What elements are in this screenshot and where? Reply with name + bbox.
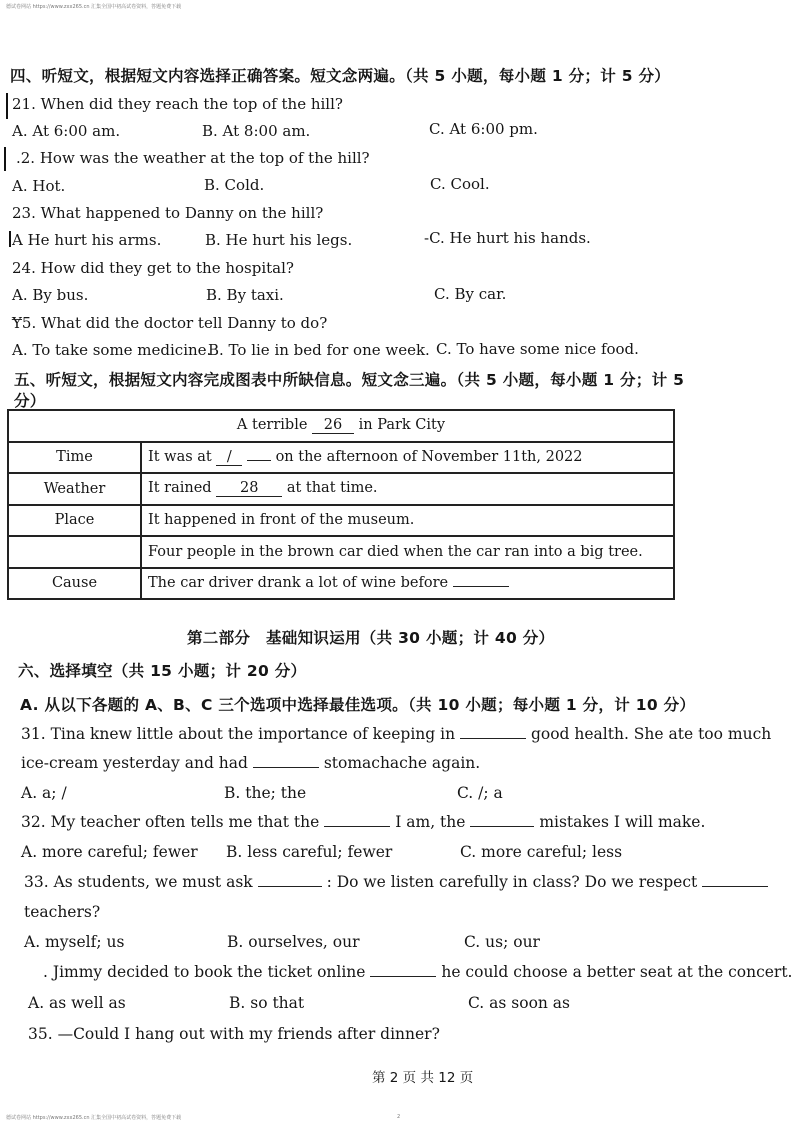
answer-blank-28	[216, 480, 282, 497]
stem-prefix: 33. As students, we must ask	[24, 873, 253, 891]
stem-middle: : Do we listen carefully in class? Do we respect	[326, 873, 698, 891]
option-b: B. To lie in bed for one week.	[208, 341, 430, 359]
question-stem: .2. How was the weather at the top of the hill?	[16, 149, 370, 167]
option-b: B. less careful; fewer	[226, 843, 393, 861]
blank-number: 28	[239, 480, 259, 497]
value-prefix: It rained	[148, 480, 212, 497]
question-stem: 21. When did they reach the top of the hill?	[12, 95, 343, 113]
section5-header: 五、听短文，根据短文内容完成图表中所缺信息。短文念三遍。（共 5 小题，每小题 1 分；计 5	[14, 371, 685, 389]
question-stem: 35. —Could I hang out with my friends after dinner?	[28, 1025, 440, 1043]
answer-blank	[460, 738, 526, 739]
option-c: C. /; a	[457, 784, 503, 802]
value-suffix: at that time.	[286, 480, 378, 497]
scan-mark	[4, 147, 6, 171]
answer-blank	[370, 976, 436, 977]
row-label	[8, 536, 141, 568]
stem-suffix: stomachache again.	[323, 754, 481, 772]
sub-a-header: A. 从以下各题的 A、B、C 三个选项中选择最佳选项。（共 10 小题；每小题 1 分，计 10 分）	[20, 696, 696, 714]
question-stem	[24, 873, 768, 891]
answer-blank	[470, 826, 534, 827]
question-stem	[21, 725, 771, 743]
question-stem-continued: teachers?	[24, 903, 101, 921]
option-c: C. By car.	[434, 285, 507, 303]
scan-mark	[6, 93, 8, 119]
row-label: Weather	[8, 473, 141, 505]
row-value	[141, 568, 674, 600]
stem-prefix: . Jimmy decided to book the ticket online	[43, 963, 366, 981]
scan-mark	[9, 231, 11, 247]
bottom-watermark: 德试卷网站 https://www.zxx265.cn 汇集全国中初高试卷资料，答题免费下载	[6, 1115, 182, 1121]
table-row	[8, 473, 674, 505]
part2-title: 第二部分 基础知识运用（共 30 小题；计 40 分）	[187, 629, 555, 647]
table-row	[8, 568, 674, 600]
row-value	[141, 473, 674, 505]
option-a: A. myself; us	[24, 933, 125, 951]
section5-header-continued: 分）	[14, 392, 46, 410]
option-b: B. so that	[229, 994, 305, 1012]
row-value	[141, 442, 674, 474]
question-stem	[43, 963, 793, 981]
stem-suffix: mistakes I will make.	[539, 813, 706, 831]
option-b: B. By taxi.	[206, 286, 284, 304]
value-suffix: on the afternoon of November 11th, 2022	[275, 448, 583, 465]
option-c: C. us; our	[464, 933, 540, 951]
title-prefix: A terrible	[236, 417, 308, 434]
option-c: C. To have some nice food.	[436, 340, 639, 358]
option-a: A. a; /	[21, 784, 67, 802]
answer-blank-30	[453, 586, 509, 587]
option-a: A. At 6:00 am.	[12, 122, 121, 140]
stem-prefix: 32. My teacher often tells me that the	[21, 813, 320, 831]
row-label: Cause	[8, 568, 141, 600]
row-value: Four people in the brown car died when the car ran into a big tree.	[141, 536, 674, 568]
option-c: C. more careful; less	[460, 843, 623, 861]
option-b: B. He hurt his legs.	[205, 231, 353, 249]
option-b: B. Cold.	[204, 176, 265, 194]
question-stem: Ɏ5. What did the doctor tell Danny to do?	[12, 314, 328, 332]
option-a: A. By bus.	[12, 286, 89, 304]
table-title	[8, 410, 674, 442]
table-row	[8, 536, 674, 568]
option-b: B. the; the	[224, 784, 307, 802]
value-prefix: The car driver drank a lot of wine before	[148, 575, 449, 592]
answer-blank-27	[216, 449, 242, 466]
option-c: C. Cool.	[430, 175, 490, 193]
option-a: A. more careful; fewer	[21, 843, 198, 861]
blank-mark: /	[226, 448, 232, 465]
option-b: B. At 8:00 am.	[202, 122, 311, 140]
answer-blank	[253, 767, 319, 768]
blank-number: 26	[323, 417, 343, 434]
value-prefix: It was at	[148, 448, 212, 465]
stem-suffix: he could choose a better seat at the concert.	[441, 963, 793, 981]
stem-prefix: 31. Tina knew little about the importance of keeping in	[21, 725, 456, 743]
answer-blank	[324, 826, 390, 827]
option-c: C. At 6:00 pm.	[429, 120, 538, 138]
question-stem: 24. How did they get to the hospital?	[12, 259, 294, 277]
bottom-page-mark: 2	[397, 1114, 401, 1120]
answer-blank	[258, 886, 322, 887]
option-c: -C. He hurt his hands.	[424, 229, 591, 247]
answer-blank-26	[312, 417, 354, 434]
option-a: A He hurt his arms.	[12, 231, 162, 249]
option-a: A. To take some medicine.	[12, 341, 212, 359]
table-row	[8, 505, 674, 537]
row-label: Place	[8, 505, 141, 537]
stem-prefix: ice-cream yesterday and had	[21, 754, 248, 772]
title-suffix: in Park City	[358, 417, 446, 434]
table-title-row	[8, 410, 674, 442]
option-c: C. as soon as	[468, 994, 571, 1012]
section4-header: 四、听短文，根据短文内容选择正确答案。短文念两遍。（共 5 小题，每小题 1 分；计 5 分）	[10, 67, 671, 85]
row-value: It happened in front of the museum.	[141, 505, 674, 537]
option-a: A. Hot.	[12, 177, 66, 195]
row-label: Time	[8, 442, 141, 474]
question-stem	[21, 813, 705, 831]
table-row	[8, 442, 674, 474]
page-footer: 第 2 页 共 12 页	[372, 1070, 474, 1086]
section6-header: 六、选择填空（共 15 小题；计 20 分）	[18, 662, 307, 680]
stem-middle: I am, the	[395, 813, 466, 831]
answer-blank-27b	[247, 460, 271, 461]
stem-suffix: good health. She ate too much	[530, 725, 772, 743]
question-stem-continued	[21, 754, 480, 772]
option-b: B. ourselves, our	[227, 933, 360, 951]
top-watermark: 德试卷网站 https://www.zxx265.cn 汇集全国中初高试卷资料，答题免费下载	[6, 4, 182, 10]
option-a: A. as well as	[28, 994, 126, 1012]
answer-blank	[702, 886, 768, 887]
question-stem: 23. What happened to Danny on the hill?	[12, 204, 324, 222]
info-table	[7, 409, 675, 600]
